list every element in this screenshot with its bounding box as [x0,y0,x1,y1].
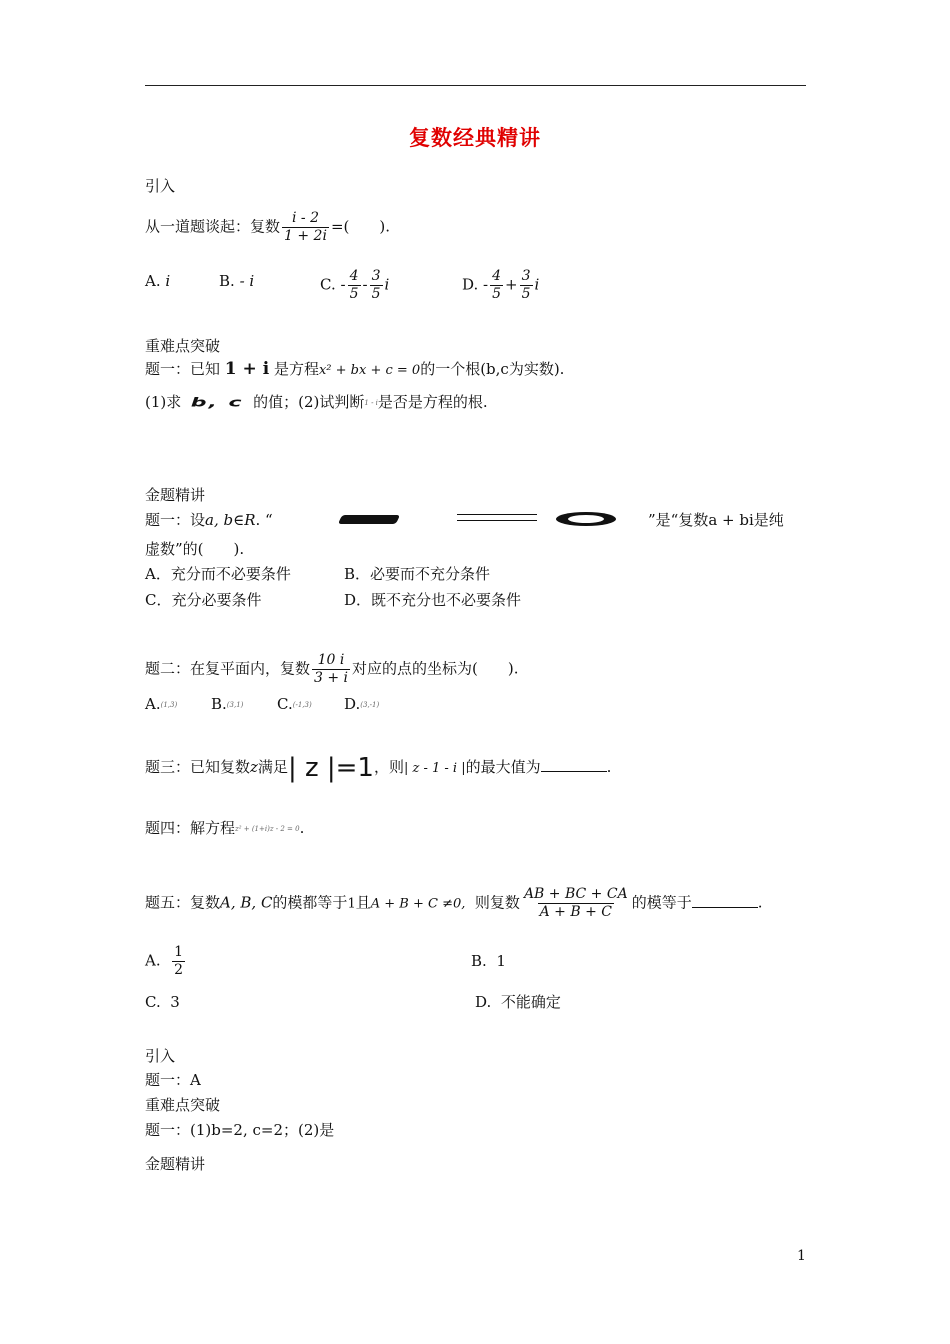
section-gold-heading: 金题精讲 [145,486,206,504]
gold-q1-option-d: D．既不充分也不必要条件 [344,591,522,609]
math-glyph-a [338,515,400,524]
gold-q2-option-b: B.(3,1) [211,695,244,713]
gold-q2-option-a: A.(1,3) [145,695,178,713]
gold-q1-option-b: B．必要而不充分条件 [344,565,491,583]
answers-key-heading: 重难点突破 [145,1096,221,1114]
page-title: 复数经典精讲 [409,125,541,150]
gold-question-5: 题五：复数A, B, C的模都等于1且A + B + C ≠0, 则复数 $\frac{AB + BC + CA}{A + B + C}$ 的模等于 . [145,886,763,920]
answer-blank [541,757,607,772]
answer-blank [692,893,758,908]
answers-key-q1: 题一：(1)b=2, c=2；(2)是 [145,1121,335,1139]
page-number: 1 [797,1248,806,1264]
intro-option-b: B. - i [219,272,255,290]
intro-option-d: D. - $\frac{4}{5}$ + $\frac{3}{5}$ i [462,268,540,302]
section-intro-heading: 引入 [145,177,176,195]
section-key-heading: 重难点突破 [145,337,221,355]
gold-q2-option-d: D.(3,-1) [344,695,380,713]
gold-q5-option-c: C. 3 [145,993,180,1011]
math-glyph-zero [556,512,616,526]
answers-gold-heading: 金题精讲 [145,1155,206,1173]
gold-q1-option-a: A．充分而不必要条件 [145,565,291,583]
key-question-1-parts: (1)求 b, c 的值；(2)试判断1 - i是否是方程的根. [145,393,488,411]
gold-question-1-line2: 虚数”的( ). [145,540,245,558]
gold-question-4: 题四：解方程z² + (1+i)z - 2 = 0. [145,819,305,837]
gold-question-1-tail: ”是“复数a + bi是纯 [648,511,784,529]
header-rule [145,85,806,86]
gold-q5-option-b: B. 1 [471,952,506,970]
math-glyph: b, c [190,395,244,410]
math-glyph-equals [457,514,537,521]
intro-option-a: A. i [145,272,171,290]
gold-q5-option-d: D. 不能确定 [475,993,561,1011]
gold-q5-option-a: A. $\frac{1}{2}$ [145,944,184,978]
gold-q2-option-c: C.(-1,3) [277,695,312,713]
key-question-1: 题一：已知 1 + i 是方程x² + bx + c = 0的一个根(b,c为实数). [145,359,565,379]
gold-q1-option-c: C．充分必要条件 [145,591,262,609]
intro-question: 从一道题谈起：复数 $\frac{i - 2}{1 + 2i}$ =( ). [145,210,390,244]
intro-option-c: C. - $\frac{4}{5}$ - $\frac{3}{5}$ i [320,268,390,302]
gold-question-3: 题三：已知复数z满足| z |=1，则| z - 1 - i |的最大值为 . [145,753,612,783]
answers-intro-q1: 题一：A [145,1071,201,1089]
fraction: $\frac{i - 2}{1 + 2i}$ [284,210,327,244]
answers-intro-heading: 引入 [145,1047,176,1065]
gold-question-1: 题一：设a, b∈R. “ [145,511,273,529]
gold-question-2: 题二：在复平面内，复数 $\frac{10 i}{3 + i}$ 对应的点的坐标为( ). [145,652,519,686]
